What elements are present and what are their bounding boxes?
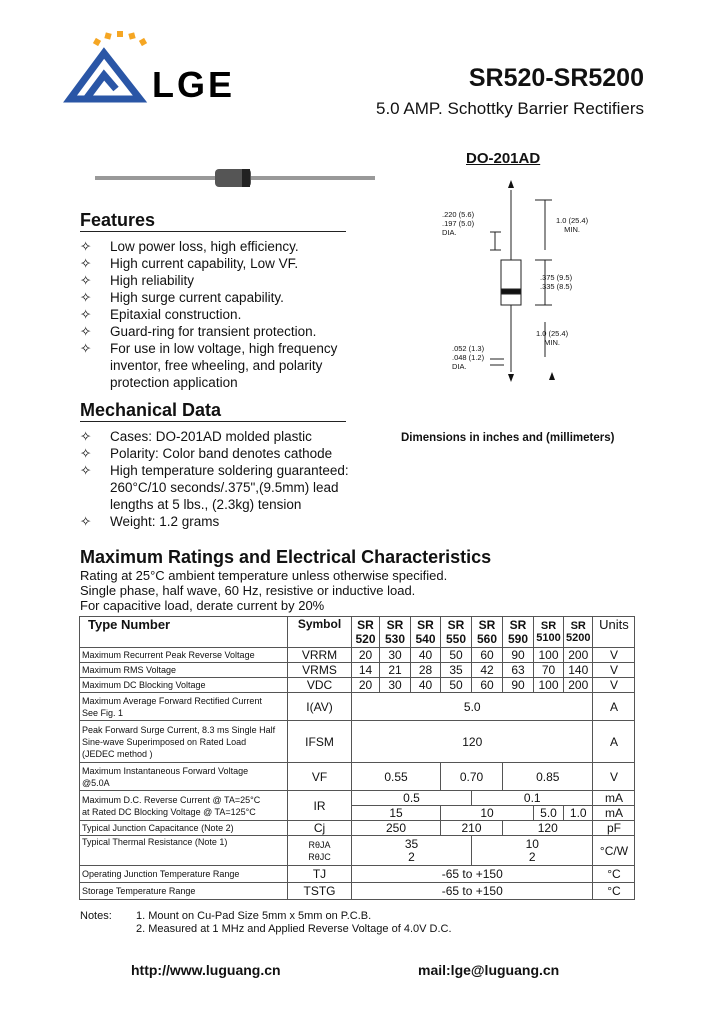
list-item: ✧ Polarity: Color band denotes cathode [80, 446, 333, 461]
table-cell: 0.85 [503, 763, 593, 791]
table-cell: Peak Forward Surge Current, 8.3 ms Single Half Sine-wave Superimposed on Rated Load (JEDEC method ) [80, 721, 288, 763]
ratings-line: Single phase, half wave, 60 Hz, resistive or inductive load. [80, 583, 416, 598]
list-item: ✧ Cases: DO-201AD molded plastic [80, 429, 312, 444]
part-header: SR 590 [503, 617, 534, 648]
table-cell: IR [288, 791, 352, 821]
table-cell: 60 [472, 648, 503, 663]
ratings-table [79, 616, 635, 900]
table-cell: 0.5 [352, 791, 472, 806]
part-header: SR 530 [380, 617, 411, 648]
part-header: SR 560 [472, 617, 503, 648]
ratings-title: Maximum Ratings and Electrical Characteristics [80, 547, 492, 567]
part-header: SR 540 [411, 617, 441, 648]
mechanical-list [80, 428, 380, 530]
part-header: SR 550 [441, 617, 472, 648]
table-row [80, 763, 635, 791]
table-cell: 200 [564, 648, 593, 663]
table-cell: Operating Junction Temperature Range [80, 866, 288, 883]
dim-lead-len-top: 1.0 (25.4) MIN. [556, 216, 589, 234]
email-link[interactable]: mail:lge@luguang.cn [418, 962, 560, 978]
table-cell: I(AV) [288, 693, 352, 721]
table-cell: 60 [472, 678, 503, 693]
table-cell: 140 [564, 663, 593, 678]
table-cell: 63 [503, 663, 534, 678]
table-cell: 200 [564, 678, 593, 693]
table-cell: 21 [380, 663, 411, 678]
package-drawing [420, 172, 610, 392]
table-cell: 5.0 [352, 693, 593, 721]
table-cell: TSTG [288, 883, 352, 900]
table-cell: 100 [534, 678, 564, 693]
table-cell: 1.0 [564, 806, 593, 821]
list-item: ✧ High reliability [80, 273, 195, 288]
table-cell: RθJA RθJC [288, 836, 352, 866]
list-item: ✧ Epitaxial construction. [80, 307, 242, 322]
table-cell: VDC [288, 678, 352, 693]
table-cell: VRRM [288, 648, 352, 663]
table-cell: pF [593, 821, 635, 836]
table-cell: °C [593, 883, 635, 900]
table-cell: 50 [441, 678, 472, 693]
subtitle: 5.0 AMP. Schottky Barrier Rectifiers [375, 99, 644, 118]
table-cell: 210 [441, 821, 503, 836]
table-cell: 35 [441, 663, 472, 678]
list-item: ✧ Weight: 1.2 grams [80, 514, 220, 529]
dimension-caption: Dimensions in inches and (millimeters) [401, 432, 615, 444]
table-row [80, 836, 635, 866]
type-number-header: Type Number [80, 617, 288, 648]
table-cell: V [593, 678, 635, 693]
table-cell: IFSM [288, 721, 352, 763]
table-row [80, 648, 635, 663]
table-cell: °C [593, 866, 635, 883]
note-1: 1. Mount on Cu-Pad Size 5mm x 5mm on P.C.B. [136, 910, 372, 922]
notes-label: Notes: [80, 910, 112, 922]
logo [60, 25, 270, 105]
table-cell: Typical Junction Capacitance (Note 2) [80, 821, 288, 836]
dim-lead-dia: .052 (1.3) .048 (1.2) DIA. [452, 344, 485, 371]
table-cell: 42 [472, 663, 503, 678]
table-cell: Maximum Recurrent Peak Reverse Voltage [80, 648, 288, 663]
table-cell: 30 [380, 648, 411, 663]
logo-text: LGE [152, 64, 236, 105]
website-link[interactable]: http://www.luguang.cn [131, 962, 281, 978]
table-cell: 90 [503, 678, 534, 693]
table-cell: Maximum D.C. Reverse Current @ TA=25°C at Rated DC Blocking Voltage @ TA=125°C [80, 791, 288, 821]
table-cell: 40 [411, 678, 441, 693]
table-cell: VF [288, 763, 352, 791]
dim-body-len: .375 (9.5) .335 (8.5) [540, 273, 573, 291]
table-cell: 20 [352, 678, 380, 693]
table-row [80, 693, 635, 721]
table-row [80, 821, 635, 836]
table-cell: mA [593, 791, 635, 806]
table-cell: 10 2 [472, 836, 593, 866]
list-item: ✧ Guard-ring for transient protection. [80, 324, 317, 339]
ratings-notes [80, 568, 447, 613]
features-rule [80, 231, 346, 232]
table-cell: VRMS [288, 663, 352, 678]
table-cell: 14 [352, 663, 380, 678]
note-2: 2. Measured at 1 MHz and Applied Reverse Voltage of 4.0V D.C. [136, 923, 452, 935]
list-item: ✧ High surge current capability. [80, 290, 284, 305]
table-cell: Maximum Average Forward Rectified Current See Fig. 1 [80, 693, 288, 721]
list-item: ✧ Low power loss, high efficiency. [80, 239, 299, 254]
table-cell: Typical Thermal Resistance (Note 1) [80, 836, 288, 866]
list-item: ✧ High current capability, Low VF. [80, 256, 299, 271]
table-cell: V [593, 763, 635, 791]
table-cell: 90 [503, 648, 534, 663]
mechanical-rule [80, 421, 346, 422]
table-cell: 70 [534, 663, 564, 678]
part-header: SR 5200 [564, 617, 593, 648]
table-cell: -65 to +150 [352, 866, 593, 883]
table-cell: 120 [503, 821, 593, 836]
mechanical-title: Mechanical Data [80, 400, 222, 420]
ratings-line: For capacitive load, derate current by 20% [80, 598, 325, 613]
ratings-line: Rating at 25°C ambient temperature unless otherwise specified. [80, 568, 448, 583]
table-cell: Storage Temperature Range [80, 883, 288, 900]
dim-body-dia: .220 (5.6) .197 (5.0) DIA. [442, 210, 475, 237]
table-cell: 120 [352, 721, 593, 763]
table-cell: 250 [352, 821, 441, 836]
table-cell: 0.1 [472, 791, 593, 806]
symbol-header: Symbol [288, 617, 352, 648]
table-row [80, 663, 635, 678]
table-cell: Cj [288, 821, 352, 836]
units-header: Units [593, 617, 635, 648]
diode-photo [95, 166, 375, 190]
table-cell: 40 [411, 648, 441, 663]
table-cell: A [593, 721, 635, 763]
part-header: SR 5100 [534, 617, 564, 648]
list-item: ✧ High temperature soldering guaranteed: 260°C/10 seconds/.375",(9.5mm) lead lengths at 5 lbs., (2.3kg) tension [80, 463, 349, 512]
table-cell: mA [593, 806, 635, 821]
table-cell: V [593, 648, 635, 663]
part-number: SR520-SR5200 [468, 64, 644, 92]
features-list [80, 238, 370, 391]
table-cell: Maximum RMS Voltage [80, 663, 288, 678]
table-row [80, 883, 635, 900]
table-row [80, 721, 635, 763]
table-cell: 0.55 [352, 763, 441, 791]
table-cell: 10 [441, 806, 534, 821]
table-cell: 20 [352, 648, 380, 663]
table-row [80, 791, 635, 806]
table-cell: 0.70 [441, 763, 503, 791]
dim-lead-len-bot: 1.0 (25.4) MIN. [536, 329, 569, 347]
part-header: SR 520 [352, 617, 380, 648]
table-cell: °C/W [593, 836, 635, 866]
table-cell: V [593, 663, 635, 678]
list-item: ✧ For use in low voltage, high frequency inventor, free wheeling, and polarity protection application [80, 341, 338, 390]
table-cell: Maximum DC Blocking Voltage [80, 678, 288, 693]
package-name: DO-201AD [466, 150, 541, 167]
table-cell: 15 [352, 806, 441, 821]
table-cell: A [593, 693, 635, 721]
table-cell: TJ [288, 866, 352, 883]
table-cell: 35 2 [352, 836, 472, 866]
table-cell: -65 to +150 [352, 883, 593, 900]
table-cell: 28 [411, 663, 441, 678]
table-cell: 30 [380, 678, 411, 693]
table-row [80, 866, 635, 883]
table-row [80, 678, 635, 693]
table-cell: 5.0 [534, 806, 564, 821]
features-title: Features [80, 210, 156, 230]
table-cell: 100 [534, 648, 564, 663]
table-row [80, 617, 635, 648]
table-cell: 50 [441, 648, 472, 663]
table-cell: Maximum Instantaneous Forward Voltage @5.0A [80, 763, 288, 791]
logo-mark-icon [60, 25, 270, 105]
